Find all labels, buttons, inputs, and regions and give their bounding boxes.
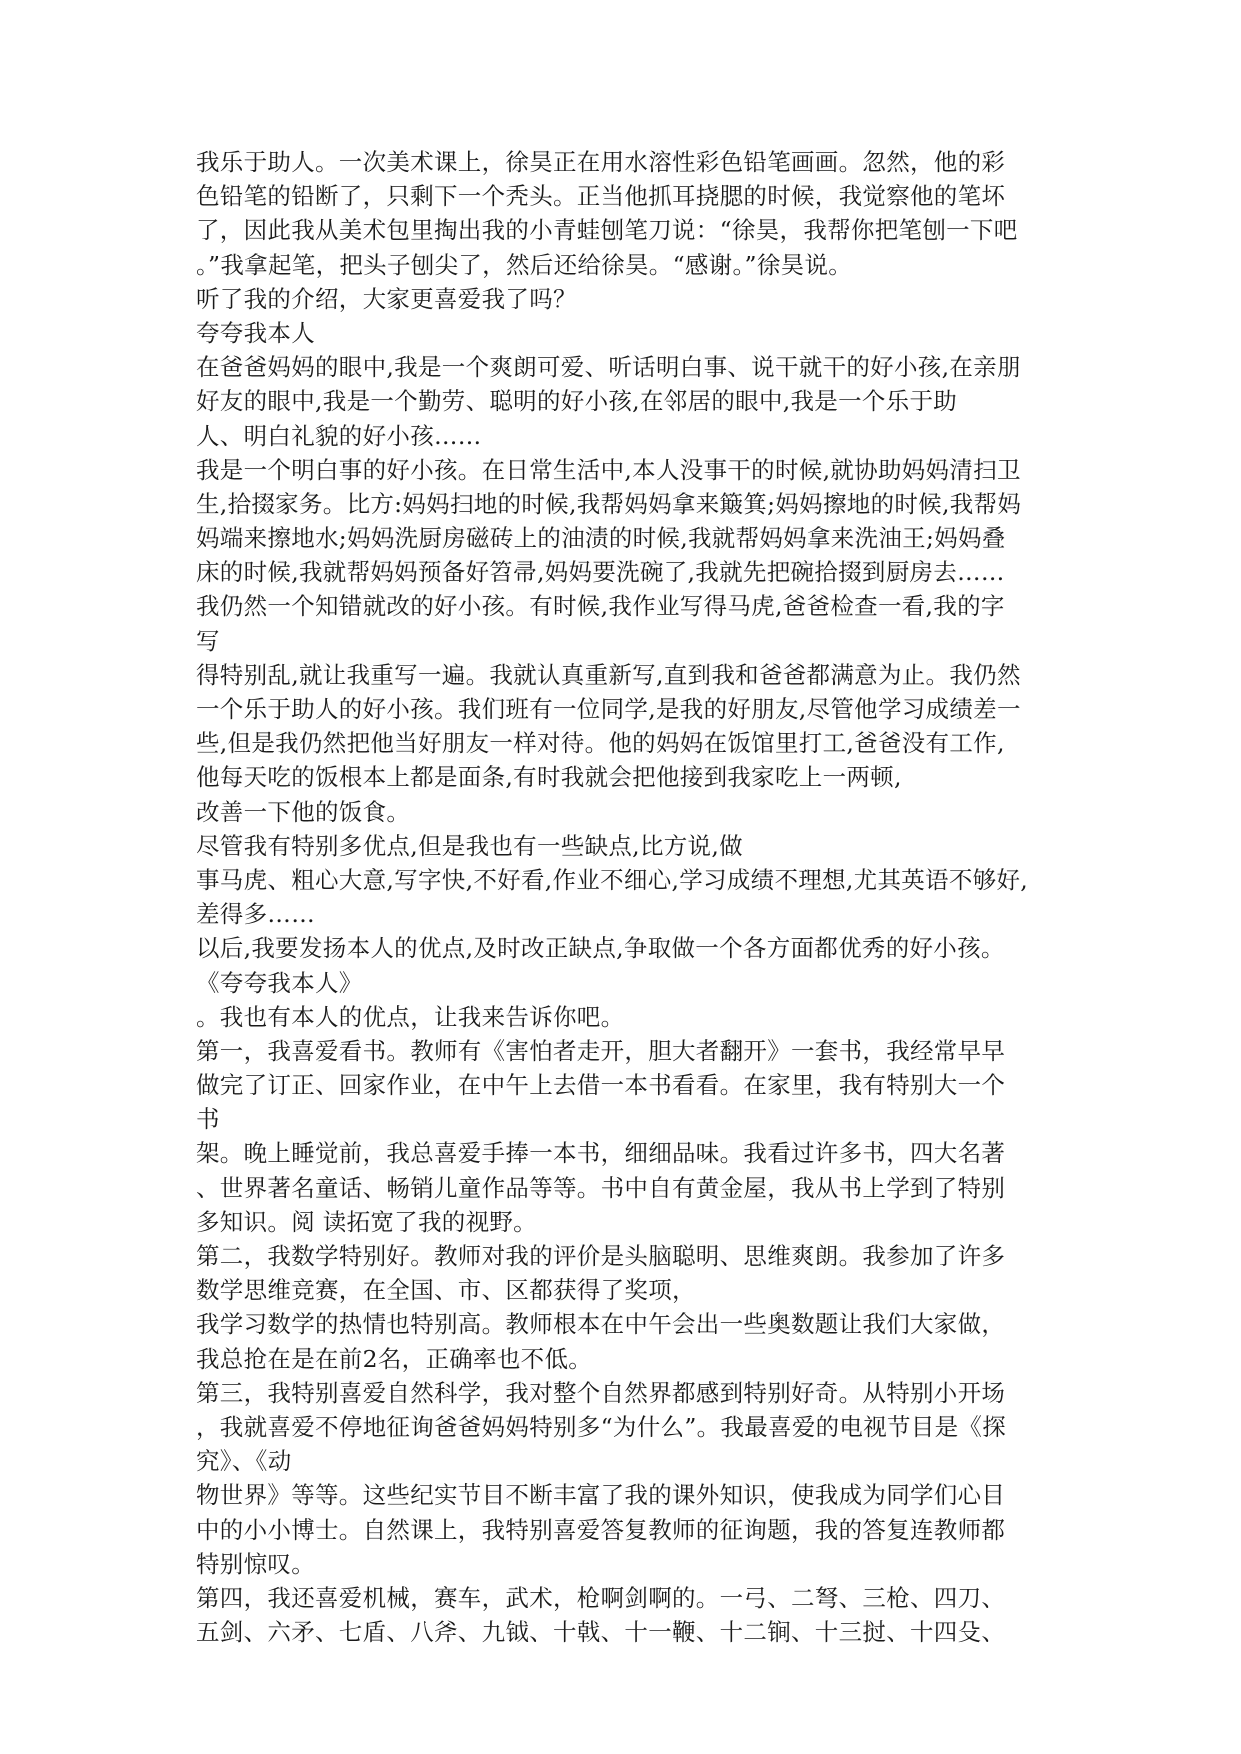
text-line: 物世界》等等。这些纪实节目不断丰富了我的课外知识，使我成为同学们心目 bbox=[196, 1481, 1006, 1510]
text-line: 得特别乱,就让我重写一遍。我就认真重新写,直到我和爸爸都满意为止。我仍然 bbox=[196, 660, 1021, 689]
text-line: 在爸爸妈妈的眼中,我是一个爽朗可爱、听话明白事、说干就干的好小孩,在亲朋 bbox=[196, 353, 1021, 382]
text-line: 听了我的介绍，大家更喜爱我了吗？ bbox=[196, 284, 577, 313]
text-line: 特别惊叹。 bbox=[196, 1549, 315, 1578]
text-line: 第三，我特别喜爱自然科学，我对整个自然界都感到特别好奇。从特别小开场 bbox=[196, 1378, 1006, 1407]
text-line: 第一，我喜爱看书。教师有《害怕者走开，胆大者翻开》一套书，我经常早早 bbox=[196, 1036, 1006, 1065]
text-line: 我学习数学的热情也特别高。教师根本在中午会出一些奥数题让我们大家做， bbox=[196, 1310, 1006, 1339]
text-line: 好友的眼中,我是一个勤劳、聪明的好小孩,在邻居的眼中,我是一个乐于助 bbox=[196, 387, 958, 416]
text-line: 以后,我要发扬本人的优点,及时改正缺点,争取做一个各方面都优秀的好小孩。 bbox=[196, 934, 1005, 963]
text-line: 第二，我数学特别好。教师对我的评价是头脑聪明、思维爽朗。我参加了许多 bbox=[196, 1242, 1006, 1270]
text-line: 我乐于助人。一次美术课上，徐昊正在用水溶性彩色铅笔画画。忽然，他的彩 bbox=[196, 148, 1006, 176]
text-line: 差得多…… bbox=[196, 900, 315, 929]
text-line: 究》、《动 bbox=[196, 1447, 292, 1476]
text-line: 些,但是我仍然把他当好朋友一样对待。他的妈妈在饭馆里打工,爸爸没有工作, bbox=[196, 729, 1005, 758]
text-line: 他每天吃的饭根本上都是面条,有时我就会把他接到我家吃上一两顿, bbox=[196, 763, 902, 792]
text-line: 。”我拿起笔，把头子刨尖了，然后还给徐昊。“感谢。”徐昊说。 bbox=[196, 250, 853, 279]
text-line: 人、明白礼貌的好小孩…… bbox=[196, 421, 482, 450]
text-line: 我仍然一个知错就改的好小孩。有时候,我作业写得马虎,爸爸检查一看,我的字 bbox=[196, 592, 1005, 621]
text-line: 书 bbox=[196, 1105, 220, 1134]
text-line: 第四，我还喜爱机械，赛车，武术，枪啊剑啊的。一弓、二弩、三枪、四刀、 bbox=[196, 1583, 1006, 1612]
text-line: ，我就喜爱不停地征询爸爸妈妈特别多“为什么”。我最喜爱的电视节目是《探 bbox=[196, 1412, 1007, 1441]
text-line: 色铅笔的铅断了，只剩下一个秃头。正当他抓耳挠腮的时候，我觉察他的笔坏 bbox=[196, 182, 1006, 211]
text-line: 事马虎、粗心大意,写字快,不好看,作业不细心,学习成绩不理想,尤其英语不够好, bbox=[196, 865, 1029, 894]
text-line: 、世界著名童话、畅销儿童作品等等。书中自有黄金屋，我从书上学到了特别 bbox=[196, 1173, 1006, 1202]
text-line: 一个乐于助人的好小孩。我们班有一位同学,是我的好朋友,尽管他学习成绩差一 bbox=[196, 695, 1021, 723]
text-line: 我总抢在是在前2名，正确率也不低。 bbox=[196, 1344, 593, 1373]
document-body bbox=[196, 145, 1076, 1649]
text-line: 写 bbox=[196, 626, 220, 655]
text-line: 改善一下他的饭食。 bbox=[196, 797, 411, 826]
text-line: 了，因此我从美术包里掏出我的小青蛙刨笔刀说：“徐昊，我帮你把笔刨一下吧 bbox=[196, 216, 1018, 245]
text-line: 。我也有本人的优点，让我来告诉你吧。 bbox=[196, 1002, 625, 1031]
text-line: 架。晚上睡觉前，我总喜爱手捧一本书，细细品味。我看过许多书，四大名著 bbox=[196, 1139, 1006, 1168]
text-line: 夸夸我本人 bbox=[196, 318, 315, 347]
text-line: 中的小小博士。自然课上，我特别喜爱答复教师的征询题，我的答复连教师都 bbox=[196, 1515, 1006, 1544]
text-line: 五剑、六矛、七盾、八斧、九钺、十戟、十一鞭、十二锏、十三挝、十四殳、 bbox=[196, 1618, 1006, 1647]
text-line: 床的时候,我就帮妈妈预备好笤帚,妈妈要洗碗了,我就先把碗拾掇到厨房去…… bbox=[196, 558, 1005, 587]
text-line: 做完了订正、回家作业，在中午上去借一本书看看。在家里，我有特别大一个 bbox=[196, 1071, 1006, 1100]
text-line: 生,拾掇家务。比方:妈妈扫地的时候,我帮妈妈拿来簸箕;妈妈擦地的时候,我帮妈 bbox=[196, 489, 1022, 518]
text-line: 尽管我有特别多优点,但是我也有一些缺点,比方说,做 bbox=[196, 831, 743, 860]
text-line: 数学思维竞赛，在全国、市、区都获得了奖项， bbox=[196, 1276, 696, 1305]
text-line: 多知识。阅 读拓宽了我的视野。 bbox=[196, 1207, 537, 1236]
text-line: 我是一个明白事的好小孩。在日常生活中,本人没事干的时候,就协助妈妈清扫卫 bbox=[196, 455, 1021, 484]
text-line: 《夸夸我本人》 bbox=[196, 968, 363, 997]
text-line: 妈端来擦地水;妈妈洗厨房磁砖上的油渍的时候,我就帮妈妈拿来洗油王;妈妈叠 bbox=[196, 524, 1006, 553]
